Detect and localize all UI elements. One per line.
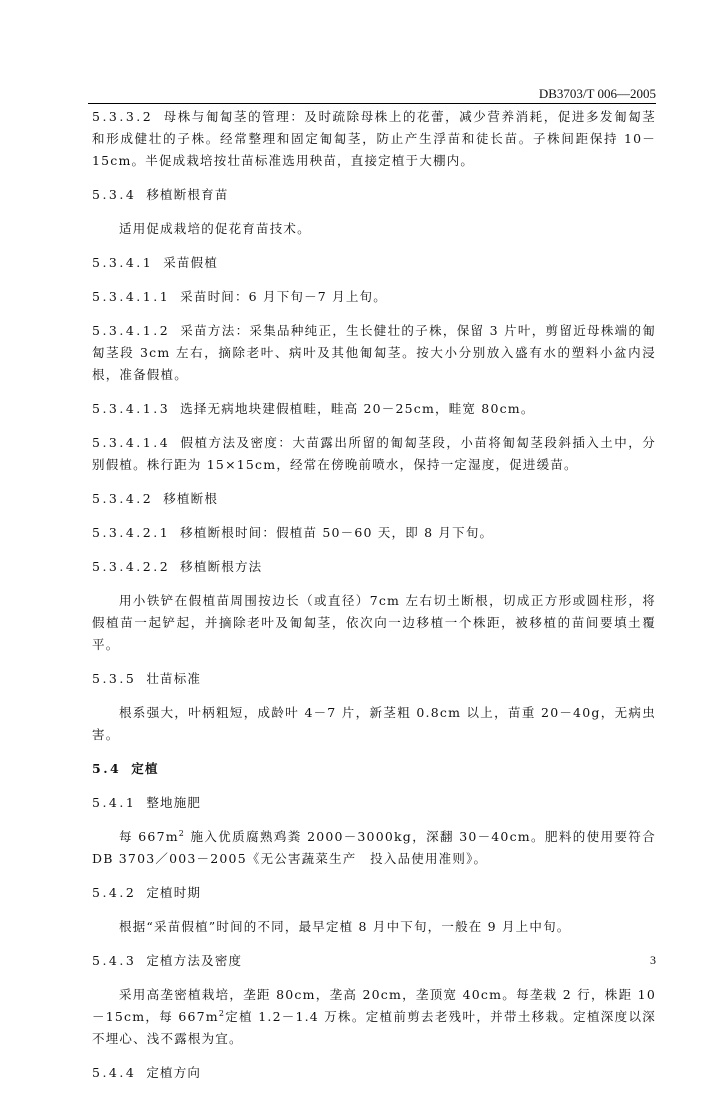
clause-number: 5.3.4.2.2 bbox=[92, 559, 171, 574]
text-segment: 采苗方法：采集品种纯正，生长健壮的子株，保留 3 片叶，剪留近母株端的匍匐茎段 3cm 左右，摘除老叶、病叶及其他匍匐茎。按大小分别放入盛有水的塑料小盆内浸根，准备假植。 bbox=[92, 323, 656, 382]
clause-number: 5.4.3 bbox=[92, 953, 137, 968]
text-segment: 用小铁铲在假植苗周围按边长（或直径）7cm 左右切土断根，切成正方形或圆柱形，将假植苗一起铲起，并摘除老叶及匍匐茎，依次向一边移植一个株距，被移植的苗间要填土覆平。 bbox=[92, 593, 656, 652]
superscript: 2 bbox=[218, 1008, 226, 1018]
text-segment: 采苗假植 bbox=[163, 255, 219, 270]
clause-number: 5.3.4 bbox=[92, 187, 137, 202]
text-segment: 适用促成栽培的促花育苗技术。 bbox=[119, 221, 311, 236]
section-heading bbox=[92, 1062, 656, 1084]
clause-number: 5.3.4.1.2 bbox=[92, 323, 171, 338]
page-number: 3 bbox=[650, 953, 656, 967]
text-segment: 定植时期 bbox=[146, 885, 202, 900]
body-paragraph bbox=[92, 826, 656, 870]
text-segment: 假植方法及密度：大苗露出所留的匍匐茎段，小苗将匍匐茎段斜插入土中，分别假植。株行距为 15×15cm，经常在傍晚前喷水，保持一定湿度，促进缓苗。 bbox=[92, 435, 656, 472]
clause-number: 5.4 bbox=[92, 761, 122, 776]
clause-number: 5.4.1 bbox=[92, 795, 137, 810]
numbered-paragraph bbox=[92, 432, 656, 476]
text-segment: 定植方向 bbox=[146, 1065, 202, 1080]
section-heading bbox=[92, 184, 656, 206]
clause-number: 5.3.4.1.1 bbox=[92, 289, 171, 304]
section-heading bbox=[92, 488, 656, 510]
header-rule bbox=[88, 103, 656, 104]
text-segment: 根据“采苗假植”时间的不同，最早定植 8 月中下旬，一般在 9 月上中旬。 bbox=[119, 919, 571, 934]
body-paragraph bbox=[92, 590, 656, 656]
text-segment: 定植 bbox=[131, 761, 159, 776]
text-segment: 母株与匍匐茎的管理：及时疏除母株上的花蕾，减少营养消耗，促进多发匍匐茎和形成健壮的子株。经常整理和固定匍匐茎，防止产生浮苗和徒长苗。子株间距保持 10－15cm。半促成栽培按壮苗标准选用秧苗，直接定植于大棚内。 bbox=[92, 109, 656, 168]
clause-number: 5.4.4 bbox=[92, 1065, 137, 1080]
section-heading bbox=[92, 882, 656, 904]
section-heading bbox=[92, 252, 656, 274]
text-segment: 整地施肥 bbox=[146, 795, 202, 810]
numbered-paragraph bbox=[92, 522, 656, 544]
clause-number: 5.3.4.1 bbox=[92, 255, 154, 270]
body-paragraph bbox=[92, 702, 656, 746]
numbered-paragraph bbox=[92, 320, 656, 386]
section-heading bbox=[92, 792, 656, 814]
numbered-paragraph bbox=[92, 286, 656, 308]
text-segment: 定植 1.2－1.4 万株。定植前剪去老残叶，并带土移栽。定植深度以深不埋心、浅不露根为宜。 bbox=[92, 1009, 656, 1046]
numbered-paragraph bbox=[92, 398, 656, 420]
clause-number: 5.3.3.2 bbox=[92, 109, 154, 124]
section-heading bbox=[92, 668, 656, 690]
document-body bbox=[92, 106, 656, 1096]
clause-number: 5.3.4.2 bbox=[92, 491, 154, 506]
doc-header-id: DB3703/T 006—2005 bbox=[538, 86, 656, 101]
text-segment: 定植方法及密度 bbox=[146, 953, 243, 968]
clause-number: 5.3.4.1.4 bbox=[92, 435, 171, 450]
text-segment: 每 667m bbox=[119, 829, 179, 844]
section-heading bbox=[92, 556, 656, 578]
body-paragraph bbox=[92, 218, 656, 240]
text-segment: 移植断根 bbox=[163, 491, 219, 506]
text-segment: 采用高垄密植栽培，垄距 80cm，垄高 20cm，垄顶宽 40cm。每垄栽 2 行，株距 10－15cm，每 667m bbox=[92, 987, 656, 1024]
clause-number: 5.3.5 bbox=[92, 671, 137, 686]
clause-number: 5.3.4.1.3 bbox=[92, 401, 171, 416]
text-segment: 壮苗标准 bbox=[146, 671, 202, 686]
clause-number: 5.3.4.2.1 bbox=[92, 525, 171, 540]
section-heading bbox=[92, 758, 656, 780]
text-segment: 采苗时间：6 月下旬－7 月上旬。 bbox=[180, 289, 387, 304]
numbered-paragraph bbox=[92, 106, 656, 172]
text-segment: 移植断根育苗 bbox=[146, 187, 229, 202]
body-paragraph bbox=[92, 984, 656, 1050]
text-segment: 施入优质腐熟鸡粪 2000－3000kg，深翻 30－40cm。肥料的使用要符合 DB 3703／003－2005《无公害蔬菜生产 投入品使用准则》。 bbox=[92, 829, 656, 866]
text-segment: 移植断根时间：假植苗 50－60 天，即 8 月下旬。 bbox=[180, 525, 494, 540]
text-segment: 移植断根方法 bbox=[180, 559, 263, 574]
text-segment: 选择无病地块建假植畦，畦高 20－25cm，畦宽 80cm。 bbox=[180, 401, 535, 416]
superscript: 2 bbox=[178, 828, 186, 838]
text-segment: 根系强大，叶柄粗短，成龄叶 4－7 片，新茎粗 0.8cm 以上，苗重 20－40g，无病虫害。 bbox=[92, 705, 656, 742]
clause-number: 5.4.2 bbox=[92, 885, 137, 900]
section-heading bbox=[92, 950, 656, 972]
body-paragraph bbox=[92, 916, 656, 938]
